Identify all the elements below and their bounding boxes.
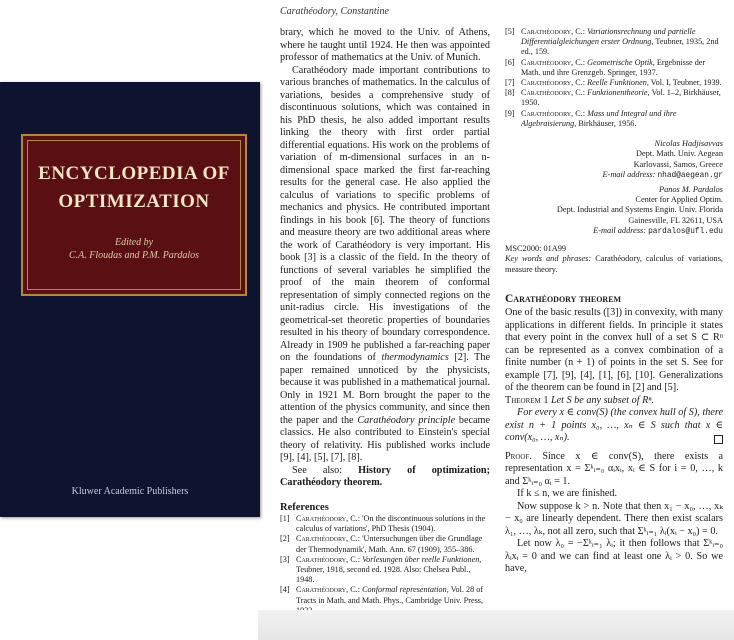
book-cover [0, 82, 260, 517]
author-block: Nicolas Hadjisavvas Dept. Math. Univ. Aegean Karlovassi, Samos, Greece E-mail address: nhad@aegean.gr Panos M. Pardalos Center for Applied Optim. Dept. Industrial and Systems Engin. Univ. Florida Gainesville, FL 32611, USA E-mail address: pardalos@ufl.edu [505, 139, 723, 238]
qed-square-icon [714, 435, 723, 444]
references-list-right [505, 27, 723, 129]
theorem: Theorem 1 Let S be any subset of Rⁿ. [505, 394, 655, 406]
references-list-left [280, 514, 490, 616]
paragraph: Carathéodory made important contributions to various branches of mathematics. In the calculus of variations, besides a comprehensive study of discontinuous solutions, which was contained in his PhD thesis, he also added important results linking the theory with first order partial differential equations. His work on the problems of variation of m-dimensional surfaces in an n-dimensional space marked the first far-reaching results for the general case. He also applied the calculus of variations to specific problems of mechanics and physics. He contributed important findings in his book [6]. The theory of functions and measure theory are two additional areas where the work of Carathéodory is very important. His book [3] is a classic of the field. In the theory of functions of several variables he simplified the proof of the main theorem of conformal representation of simply connected regions on the unit-radius circle. His investigations of the geometrical-set theoretic properties of boundaries resulted in his theory of boundary correspondence. Already in 1909 he published a far-reaching paper on the foundations of thermodynamics [2]. The paper remained unnoticed by the physicists, because it was published in a mathematical journal. Only in 1921 M. Born brought the paper to the attention of the physics community, and since then the paper and the Carathéodory principle became classics. He also contributed to Einstein's special theory of relativity. His published works include [9], [4], [5], [7], [8]. [280, 64, 490, 463]
author-name: Nicolas Hadjisavvas [654, 139, 723, 149]
theorem-body: For every x ∈ conv(S) (the convex hull of S), there exist n + 1 points x₀, …, xₙ ∈ S such that x ∈ conv(x₀, …, xₙ). [505, 407, 723, 444]
section-title: Carathéodory theorem [505, 292, 622, 305]
running-head: Carathéodory, Constantine [280, 6, 389, 17]
paragraph: Let now λ₀ = −Σᵏᵢ₌₁ λᵢ; it then follows that Σᵏᵢ₌₀ λᵢxᵢ = 0 and we can find at least one λᵢ > 0. So we have, [505, 538, 723, 575]
cover-publisher: Kluwer Academic Publishers [71, 486, 189, 497]
reference-item: [4] Carathéodory, C.: Conformal representation, Vol. 28 of Tracts in Math. and Math. Phys., Cambridge Univ. Press, [280, 585, 484, 605]
author-name: Panos M. Pardalos [659, 184, 723, 194]
author-email[interactable]: nhad@aegean.gr [657, 172, 723, 181]
see-also: See also: History of optimization; Carathéodory theorem. [280, 464, 490, 488]
paragraph: One of the basic results ([3]) in convexity, with many applications in different fields. In principle it states that every point in the convex hull of a set S ⊂ Rⁿ can be represented as a convex combination of a finite number (n + 1) of points in the set S. See for example [7], [9], [4], [1], [6], [10]. Generalizations of the theorem can be found in [2] and [5]. [505, 307, 723, 394]
reference-item: [9] Carathéodory, C.: Mass und Integral und ihre Algebraisierung, Birkhäuser, 1956. [505, 108, 677, 128]
reference-item: [3] Carathéodory, C.: Vorlesungen über reelle Funktionen, Teubner, 1918, second ed. 1928. Also: Chelsea Publ., 1948. [280, 554, 482, 585]
cover-title-panel [21, 134, 247, 296]
cover-editors: Edited by C.A. Floudas and P.M. Pardalos [68, 237, 199, 261]
reference-item: [2] Carathéodory, C.: 'Untersuchungen über die Grundlage der Thermodynamik', Math. Ann. 67 (1909), 355–386. [280, 534, 483, 554]
reference-item: [1] Carathéodory, C.: 'On the discontinuous solutions in the calculus of variations', PhD Thesis (1904). [280, 514, 486, 534]
see-also-link[interactable]: History of optimization; Carathéodory theorem. [280, 464, 490, 488]
paragraph: brary, which he moved to the Univ. of Athens, where he taught until 1924. He then was appointed professor of mathematics at the Univ. of Munich. [280, 27, 490, 63]
cover-title: ENCYCLOPEDIA OF OPTIMIZATION [38, 163, 230, 212]
reference-item: [5] Carathéodory, C.: Variationsrechnung und partielle Differentialgleichungen erster Ordnung, Teubner, 1935, 2nd ed., 159. [505, 27, 719, 57]
left-column [280, 27, 490, 616]
author-email[interactable]: pardalos@ufl.edu [648, 228, 723, 237]
reference-item: [7] Carathéodory, C.: Reelle Funktionen, Vol. I, Teubner, 1939. [505, 78, 722, 88]
references-heading: References [280, 501, 329, 513]
proof: Proof. Since x ∈ conv(S), there exists a representation x = Σᵏᵢ₌₀ αᵢxᵢ, xᵢ ∈ S for i = 0, …, k and Σᵏᵢ₌₀ αᵢ = 1. [505, 450, 723, 487]
keywords: Key words and phrases: Carathéodory, calculus of variations, measure theory. [505, 254, 723, 274]
paragraph: Now suppose k > n. Note that then x₁ − x₀, …, xₖ − x₀ are linearly dependent. There then exist scalars λ₁, …, λₖ, not all zero, such that Σᵏᵢ₌₁ λᵢ(xᵢ − x₀) = 0. [505, 500, 723, 537]
page-bottom-shadow [258, 610, 734, 640]
reference-item: [6] Carathéodory, C.: Geometrische Optik, Ergebnisse der Math. und ihre Grenzgeb. Springer, 1937. [505, 57, 706, 77]
msc-code: MSC2000: 01A99 [505, 243, 567, 253]
reference-item: [8] Carathéodory, C.: Funktionentheorie, Vol. 1–2, Birkhäuser, 1950. [505, 88, 721, 108]
right-column [505, 27, 723, 576]
paragraph: If k ≤ n, we are finished. [517, 488, 618, 500]
